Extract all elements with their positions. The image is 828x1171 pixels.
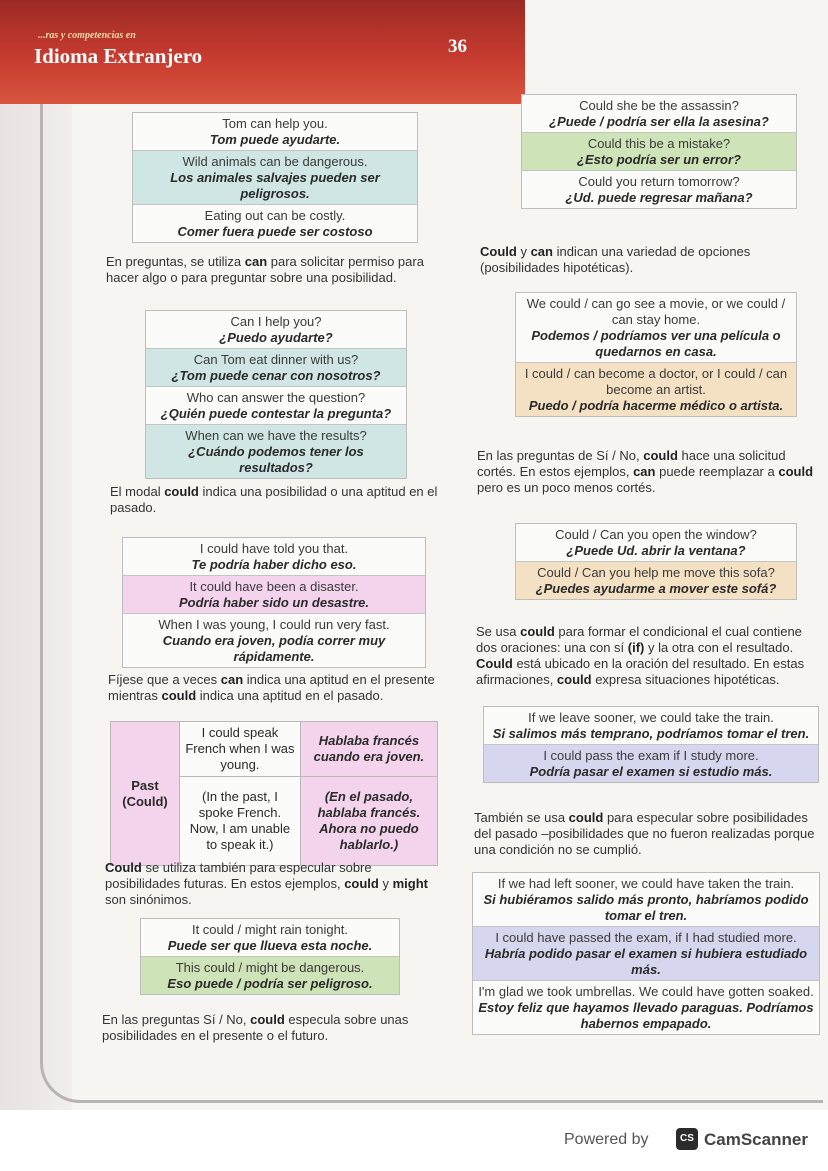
example-table-could-questions (521, 94, 797, 209)
text: para solicitar permiso para hacer algo o para preguntar sobre una posibilidad. (106, 254, 424, 285)
text: También se usa (474, 810, 569, 825)
text: puede reemplazar a (655, 464, 779, 479)
text: son sinónimos. (105, 892, 192, 907)
keyword: could (161, 688, 197, 703)
example-en: When I was young, I could run very fast. (158, 617, 390, 632)
paragraph-speculate-future (105, 860, 439, 908)
example-es: Puede ser que llueva esta noche. (167, 938, 373, 953)
example-en: Wild animals can be dangerous. (182, 154, 368, 169)
example-en: Who can answer the question? (186, 390, 366, 405)
text: En las preguntas Sí / No, (102, 1012, 251, 1027)
keyword: could (344, 876, 379, 891)
text: pero es un poco menos cortés. (477, 480, 656, 495)
text: indica una posibilidad o una aptitud en el pasado. (110, 484, 438, 515)
keyword: could (568, 810, 604, 825)
example-en: I'm glad we took umbrellas. We could have gotten soaked. (478, 984, 814, 999)
example-es: Eso puede / podría ser peligroso. (167, 976, 373, 991)
example-es: ¿Puede Ud. abrir la ventana? (566, 543, 746, 558)
example-es: Estoy feliz que hayamos llevado paraguas. Podríamos habernos empapado. (478, 1000, 814, 1031)
example-es: Comer fuera puede ser costoso (177, 224, 373, 239)
example-es: Podría pasar el examen si estudio más. (529, 764, 773, 779)
paragraph-questions-can (106, 254, 450, 286)
example-es: Te podría haber dicho eso. (191, 557, 357, 572)
text: El modal (110, 484, 165, 499)
paragraph-past-speculation (474, 810, 822, 858)
keyword: (if) (627, 640, 645, 655)
keyword: could (164, 484, 199, 499)
example-en: If we had left sooner, we could have taken the train. (497, 876, 795, 891)
keyword: could (250, 1012, 285, 1027)
example-table-past-conditional (472, 872, 820, 1035)
paragraph-modal-could (110, 484, 448, 516)
example-table-might (140, 918, 400, 995)
example-es: ¿Puede / podría ser ella la asesina? (549, 114, 769, 129)
paragraph-options (480, 244, 820, 276)
text: está ubicado en la oración del resultado. En estas afirmaciones, (476, 656, 805, 687)
example-en: Could she be the assassin? (579, 98, 739, 113)
example-es: Habría podido pasar el examen si hubiera estudiado más. (484, 946, 808, 977)
keyword: can (244, 254, 268, 269)
example-es: Los animales salvajes pueden ser peligrosos. (170, 170, 380, 201)
text: indica una aptitud en el presente mientras (108, 672, 435, 703)
text: En preguntas, se utiliza (106, 254, 245, 269)
keyword: Could (476, 656, 513, 671)
example-en: Could / Can you help me move this sofa? (537, 565, 775, 580)
keyword: might (392, 876, 428, 891)
camscanner-brand: CamScanner (704, 1130, 808, 1149)
example-es: ¿Esto podría ser un error? (577, 152, 741, 167)
example-es: ¿Ud. puede regresar mañana? (565, 190, 753, 205)
example-es: Si hubiéramos salido más pronto, habríamos podido tomar el tren. (483, 892, 809, 923)
text: y la otra con el resultado. (644, 640, 794, 655)
example-table-questions (145, 310, 407, 479)
example-es: ¿Quién puede contestar la pregunta? (160, 406, 392, 421)
example-table-options (515, 292, 797, 417)
example-es: Podría haber sido un desastre. (179, 595, 369, 610)
example-en: Could you return tomorrow? (578, 174, 740, 189)
example-es: Tom puede ayudarte. (209, 132, 341, 147)
text: para especular sobre posibilidades del pasado –posibilidades que no fueron realizadas porque una condición no se cumplió. (474, 810, 815, 857)
keyword: can (633, 464, 656, 479)
example-en: Can I help you? (230, 314, 322, 329)
example-en: Could / Can you open the window? (555, 527, 757, 542)
keyword: can (220, 672, 244, 687)
example-table-conditional (483, 706, 819, 783)
text: para formar el condicional el cual contiene dos oraciones: una con sí (476, 624, 802, 655)
text: En las preguntas de Sí / No, (477, 448, 644, 463)
example-en: Eating out can be costly. (204, 208, 346, 223)
keyword: could (778, 464, 814, 479)
powered-by-text: Powered by (564, 1131, 649, 1148)
text: y (378, 876, 393, 891)
text: indica una aptitud en el pasado. (196, 688, 384, 703)
header-superscript: ...ras y competencias en (38, 30, 136, 41)
grid-label: Past (Could) (111, 722, 180, 866)
grid-r2-es: (En el pasado, hablaba francés. Ahora no puedo hablarlo.) (300, 777, 437, 866)
paragraph-polite-request (477, 448, 821, 496)
example-en: This could / might be dangerous. (175, 960, 365, 975)
example-es: Si salimos más temprano, podríamos tomar el tren. (492, 726, 810, 741)
text: se utiliza también para especular sobre posibilidades futuras. En estos ejemplos, (105, 860, 372, 891)
text: y (516, 244, 531, 259)
header-title: Idioma Extranjero (34, 44, 203, 68)
text: Fíjese que a veces (108, 672, 221, 687)
text: indican una variedad de opciones (posibilidades hipotéticas). (480, 244, 751, 275)
example-es: Podemos / podríamos ver una película o quedarnos en casa. (531, 328, 781, 359)
header-band (0, 0, 525, 104)
example-en: When can we have the results? (185, 428, 367, 443)
example-en: I could / can become a doctor, or I could / can become an artist. (524, 366, 788, 397)
example-en: It could / might rain tonight. (191, 922, 349, 937)
text: especula sobre unas posibilidades en el presente o el futuro. (102, 1012, 409, 1043)
paragraph-yes-no-could (102, 1012, 440, 1044)
text: hace una solicitud cortés. En estos ejemplos, (477, 448, 786, 479)
example-es: Puedo / podría hacerme médico o artista. (528, 398, 784, 413)
keyword: Could (105, 860, 142, 875)
example-es: ¿Tom puede cenar con nosotros? (171, 368, 381, 383)
example-en: I could have passed the exam, if I had studied more. (495, 930, 797, 945)
text: expresa situaciones hipotéticas. (591, 672, 780, 687)
grid-r1-es: Hablaba francés cuando era joven. (300, 722, 437, 777)
keyword: can (530, 244, 553, 259)
example-table-can (132, 112, 418, 243)
example-table-requests (515, 523, 797, 600)
keyword: Could (480, 244, 517, 259)
keyword: could (520, 624, 555, 639)
example-es: ¿Puedo ayudarte? (219, 330, 333, 345)
example-en: Tom can help you. (222, 116, 328, 131)
example-en: I could pass the exam if I study more. (543, 748, 759, 763)
paragraph-conditional (476, 624, 822, 688)
example-es: ¿Puedes ayudarme a mover este sofá? (535, 581, 777, 596)
past-could-grid (110, 721, 438, 866)
example-es: Cuando era joven, podía correr muy rápidamente. (162, 633, 386, 664)
example-en: It could have been a disaster. (189, 579, 359, 594)
grid-r1-en: I could speak French when I was young. (180, 722, 301, 777)
paragraph-aptitude (108, 672, 442, 704)
camscanner-logo-icon: CS (676, 1128, 698, 1150)
example-en: I could have told you that. (199, 541, 349, 556)
example-en: If we leave sooner, we could take the train. (528, 710, 774, 725)
example-en: Could this be a mistake? (587, 136, 731, 151)
example-en: We could / can go see a movie, or we could / can stay home. (526, 296, 786, 327)
keyword: could (643, 448, 678, 463)
example-en: Can Tom eat dinner with us? (193, 352, 359, 367)
text: Se usa (476, 624, 521, 639)
example-es: ¿Cuándo podemos tener los resultados? (188, 444, 364, 475)
page-number: 36 (448, 36, 467, 57)
grid-r2-en: (In the past, I spoke French. Now, I am unable to speak it.) (180, 777, 301, 866)
example-table-could (122, 537, 426, 668)
keyword: could (556, 672, 592, 687)
